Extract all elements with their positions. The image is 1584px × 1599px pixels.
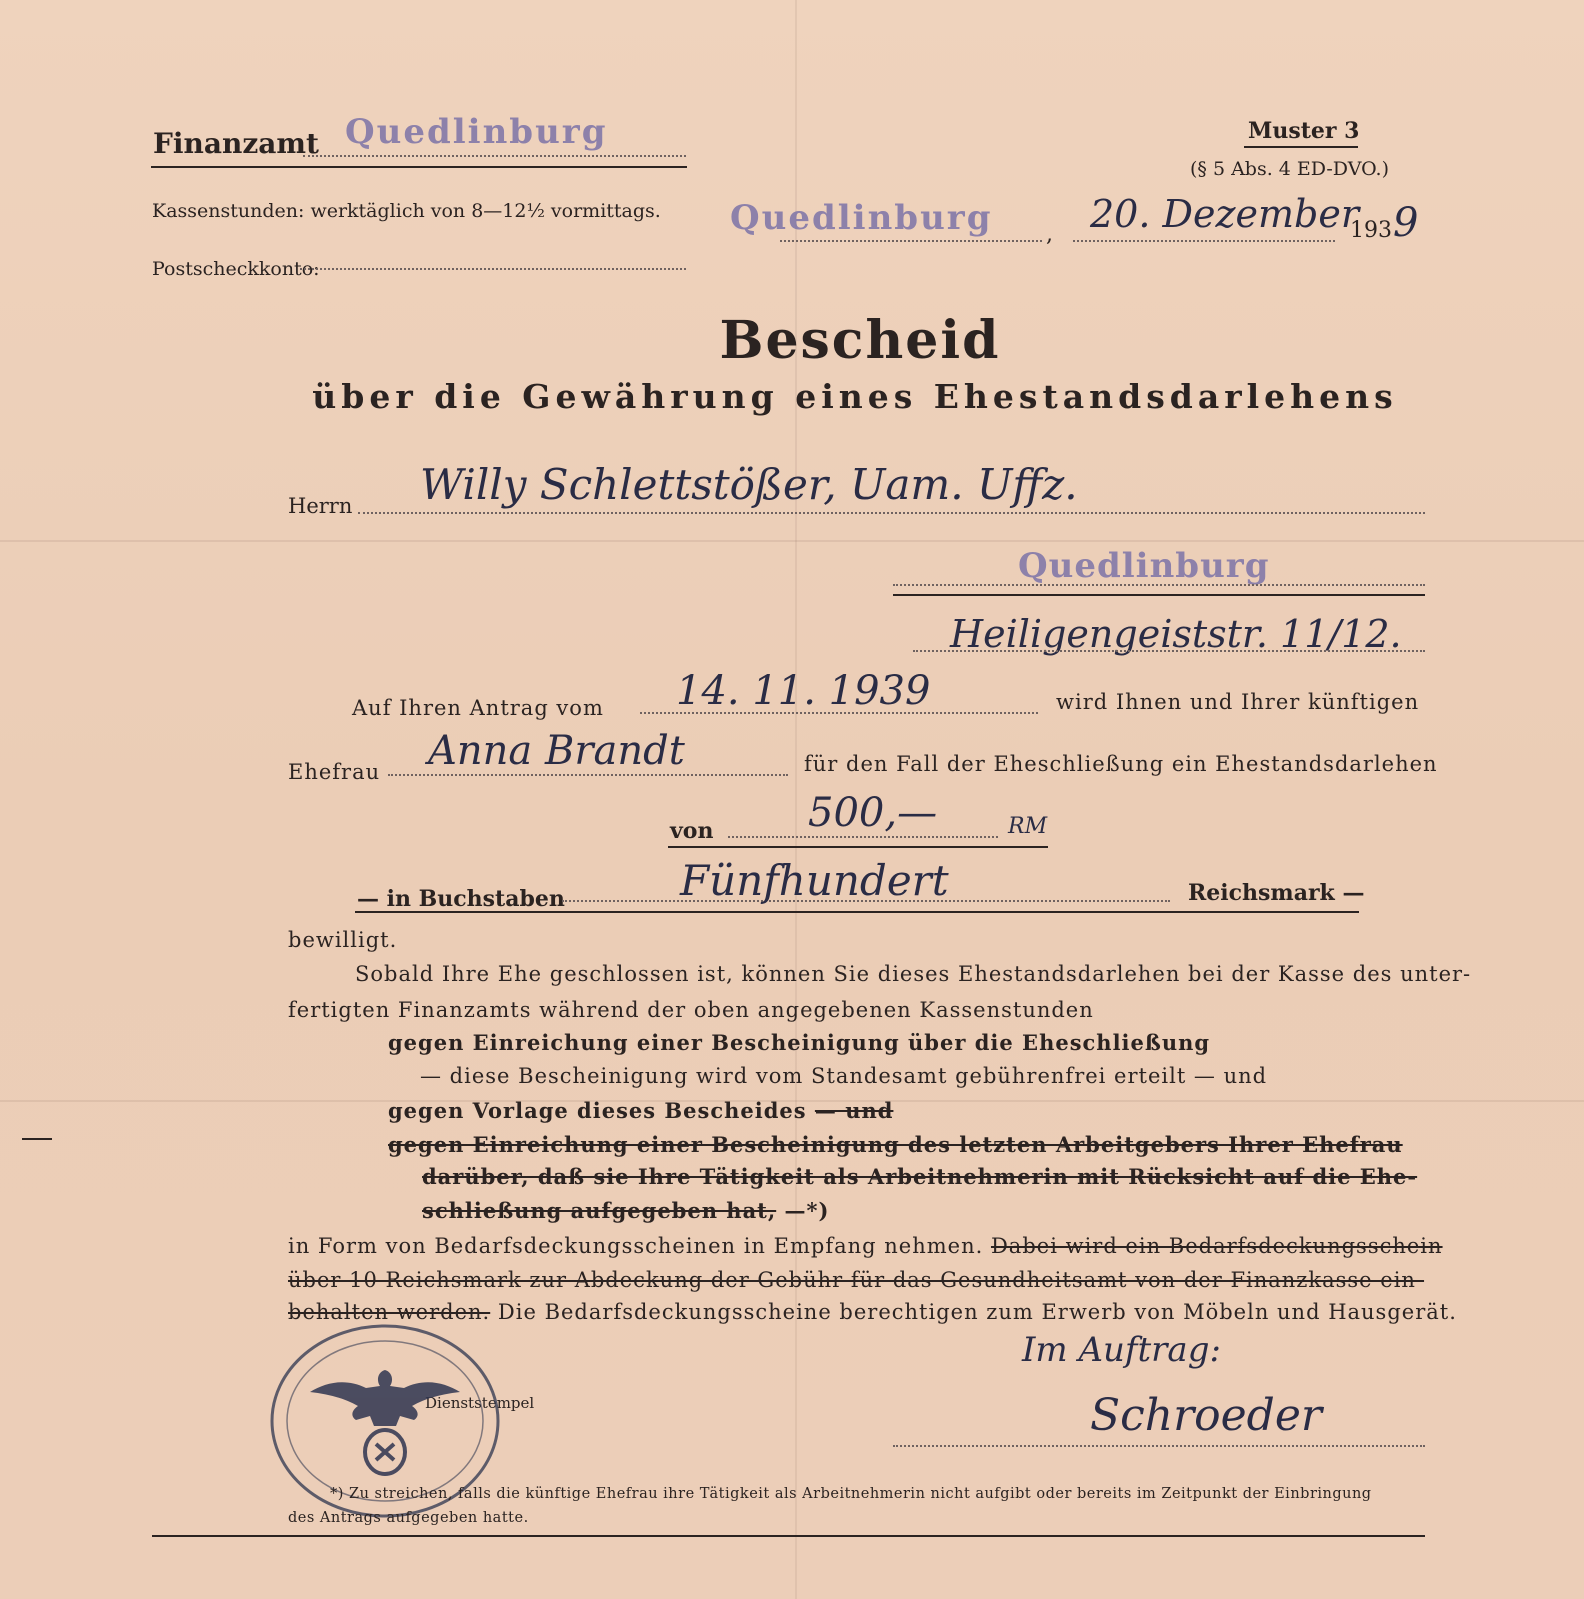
- currency: RM: [1008, 814, 1048, 839]
- recipient-name: Willy Schlettstößer, Uam. Uffz.: [420, 460, 1078, 509]
- date-handwritten: 20. Dezember: [1090, 192, 1359, 236]
- condition-3-line-1: gegen Einreichung einer Bescheinigung des letzten Arbeitgebers Ihrer Ehefrau: [388, 1132, 1403, 1157]
- wife-suffix: für den Fall der Eheschließung ein Ehestandsdarlehen: [804, 752, 1438, 776]
- office-stamp: Quedlinburg: [345, 112, 608, 152]
- application-suffix: wird Ihnen und Ihrer künftigen: [1056, 690, 1420, 714]
- condition-2: [388, 1098, 893, 1123]
- paragraph-2-line-2: über 10 Reichsmark zur Abdeckung der Gebühr für das Gesundheitsamt von der Finanzkasse ein-: [288, 1268, 1425, 1292]
- condition-1: gegen Einreichung einer Bescheinigung über die Eheschließung: [388, 1030, 1211, 1055]
- footnote-line-1: *) Zu streichen, falls die künftige Ehefrau ihre Tätigkeit als Arbeitnehmerin nicht aufgibt oder bereits im Zeitpunkt der Einbringung: [330, 1486, 1372, 1502]
- office-dots: [303, 155, 686, 157]
- street-handwritten: Heiligengeiststr. 11/12.: [950, 612, 1402, 656]
- year-handwritten: 9: [1393, 200, 1419, 246]
- paragraph-2-line-3b: Die Bedarfsdeckungsscheine berechtigen zum Erwerb von Möbeln und Hausgerät.: [497, 1300, 1457, 1324]
- application-date: 14. 11. 1939: [676, 668, 931, 714]
- condition-3-line-3: [422, 1198, 829, 1223]
- amount-dots: [728, 836, 998, 838]
- words-underline: [355, 911, 1359, 913]
- form-label: Muster 3: [1248, 118, 1360, 144]
- margin-mark: [22, 1138, 52, 1140]
- wife-label: Ehefrau: [288, 760, 381, 784]
- place-dots: [780, 240, 1042, 242]
- paragraph-1-line-2: fertigten Finanzamts während der oben angegebenen Kassenstunden: [288, 998, 1094, 1022]
- on-behalf: Im Auftrag:: [1022, 1330, 1221, 1370]
- eagle-icon: [310, 1370, 460, 1474]
- cash-hours: Kassenstunden: werktäglich von 8—12½ vormittags.: [152, 200, 661, 222]
- paragraph-1-line-1: Sobald Ihre Ehe geschlossen ist, können Sie dieses Ehestandsdarlehen bei der Kasse des unter-: [355, 962, 1472, 986]
- paragraph-2-line-3: [288, 1300, 1457, 1324]
- words-prefix: — in Buchstaben: [357, 886, 565, 912]
- document-title: Bescheid: [719, 310, 1001, 371]
- office-underline: [151, 166, 687, 168]
- year-printed: 193: [1350, 218, 1392, 243]
- wife-name: Anna Brandt: [428, 728, 685, 774]
- form-label-underline: [1244, 146, 1358, 148]
- signature: Schroeder: [1090, 1390, 1322, 1441]
- amount: 500,—: [808, 790, 938, 836]
- wife-name-dots: [388, 774, 788, 776]
- application-prefix: Auf Ihren Antrag vom: [352, 696, 604, 720]
- signature-dots: [893, 1445, 1425, 1447]
- place-stamp: Quedlinburg: [730, 198, 993, 238]
- seal-label: Dienststempel: [425, 1394, 535, 1412]
- name-dots: [358, 512, 1425, 514]
- document-subtitle: über die Gewährung eines Ehestandsdarlehens: [312, 377, 1398, 416]
- paragraph-2-line-3a: behalten werden.: [288, 1300, 491, 1324]
- paragraph-2-line-1: [288, 1234, 1443, 1258]
- form-reference: (§ 5 Abs. 4 ED-DVO.): [1190, 158, 1389, 180]
- approved-text: bewilligt.: [288, 928, 398, 952]
- amount-underline: [668, 846, 1048, 848]
- condition-3-mark: —*): [784, 1198, 830, 1223]
- city-stamp: Quedlinburg: [1018, 546, 1270, 586]
- city-dots: [893, 584, 1425, 586]
- place-comma: ,: [1046, 222, 1053, 247]
- footer-rule: [152, 1535, 1425, 1537]
- footnote-line-2: des Antrags aufgegeben hatte.: [288, 1510, 529, 1526]
- fold-line: [0, 540, 1584, 542]
- amount-prefix: von: [670, 818, 714, 844]
- condition-2-text: gegen Vorlage dieses Bescheides: [388, 1098, 807, 1123]
- condition-3-line-2: darüber, daß sie Ihre Tätigkeit als Arbeitnehmerin mit Rücksicht auf die Ehe-: [422, 1164, 1418, 1189]
- paragraph-2-line-1b: Dabei wird ein Bedarfsdeckungsschein: [990, 1234, 1443, 1258]
- postal-account-dots: [300, 268, 686, 270]
- date-dots: [1073, 240, 1335, 242]
- condition-2-struck: — und: [814, 1098, 894, 1123]
- street-dots: [913, 650, 1425, 652]
- office-label: Finanzamt: [153, 127, 319, 160]
- words-suffix: Reichsmark —: [1188, 880, 1365, 906]
- salutation: Herrn: [288, 494, 353, 518]
- paragraph-2-line-1a: in Form von Bedarfsdeckungsscheinen in Empfang nehmen.: [288, 1234, 984, 1258]
- condition-3-line-3-text: schließung aufgegeben hat,: [422, 1198, 777, 1223]
- amount-words: Fünfhundert: [680, 856, 949, 905]
- city-underline: [893, 594, 1425, 596]
- postal-account-label: Postscheckkonto:: [152, 258, 320, 280]
- condition-1-note: — diese Bescheinigung wird vom Standesamt gebührenfrei erteilt — und: [420, 1064, 1268, 1088]
